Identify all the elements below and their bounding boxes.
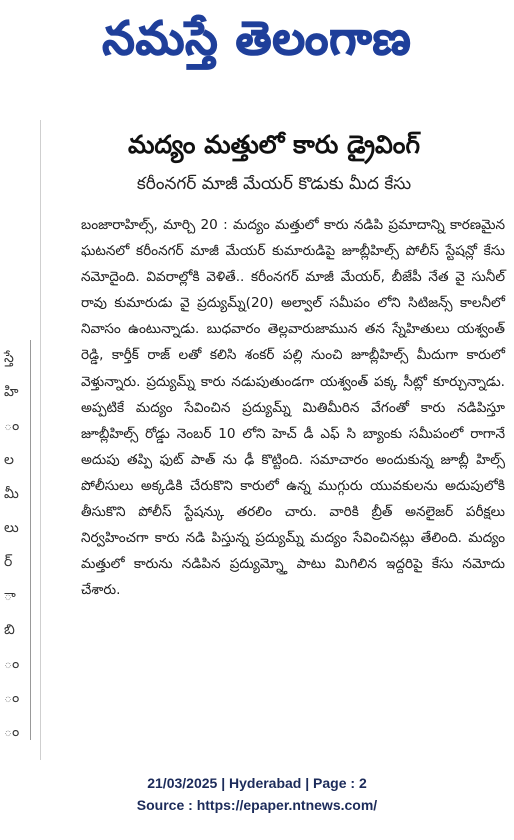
fragment-line: ర్ xyxy=(4,554,13,570)
article-headline: మద్యం మత్తులో కారు డ్రైవింగ్ xyxy=(127,130,421,159)
page-footer xyxy=(0,772,514,816)
news-article xyxy=(40,120,507,760)
source-link[interactable]: Source : https://epaper.ntnews.com/ xyxy=(136,797,378,813)
fragment-line: ా xyxy=(4,588,16,604)
edition-info: 21/03/2025 | Hyderabad | Page : 2 xyxy=(147,775,367,791)
fragment-line: హి xyxy=(4,384,19,400)
fragment-line: ం xyxy=(4,656,20,672)
fragment-line: ం xyxy=(4,690,20,706)
fragment-line: స్తే xyxy=(4,350,14,366)
fragment-line: ం xyxy=(4,724,20,740)
fragment-line: మీ xyxy=(4,486,19,502)
masthead-title: నమస్తే తెలంగాణ xyxy=(102,11,412,65)
adjacent-column-fragment xyxy=(0,340,31,740)
article-body: బంజారాహిల్స్, మార్చి 20 : మద్యం మత్తులో కారు నడిపి ప్రమాదాన్ని కారణమైన ఘటనలో కరీంనగర్ మాజీ మేయర్ కుమారుడిపై జూబ్లీహిల్స్ పోలీస్ స్టేషన్లో కేసు నమోదైంది. వివరాల్లోకి వెళితే.. కరీంనగర్ మాజీ మేయర్, బీజేపీ నేత వై సునీల్ రావు కుమారుడు వై ప్రద్యుమ్న్(20) అల్వాల్ సమీపం లోని సిటిజన్స్ కాలనీలో నివాసం ఉంటున్నాడు. బుధవారం తెల్లవారుజామున తన స్నేహితులు యశ్వంత్ రెడ్డి, కార్తీక్ రాజ్ లతో కలిసి శంకర్ పల్లి నుంచి జూబ్లీహిల్స్ మీదుగా కారులో వెళ్తున్నారు. ప్రద్యుమ్న్ కారు నడుపుతుండగా యశ్వంత్ పక్క సీట్లో కూర్చున్నాడు. అప్పటికే మద్యం సేవించిన ప్రద్యుమ్న్ మితిమీరిన వేగంతో కారు నడిపిస్తూ జూబ్లీహిల్స్ రోడ్డు నెంబర్ 10 లోని హెచ్ డీ ఎఫ్ సి బ్యాంకు సమీపంలో రాగానే అదుపు తప్పి ఫుట్ పాత్ ను ఢీ కొట్టింది. సమాచారం అందుకున్న జూబ్లీ హిల్స్ పోలీసులు అక్కడికి చేరుకొని కారులో ఉన్న ముగ్గురు యువకులను అదుపులోకి తీసుకొని పోలీస్ స్టేషన్కు తరలిం చారు. వారికి బ్రీత్ అనలైజర్ పరీక్షలు నిర్వహించగా కారు నడి పిస్తున్న ప్రద్యుమ్న్ మద్యం సేవించినట్లు తేలింది. మద్యం మత్తులో కారును నడిపిన ప్రద్యుమ్న్తో పాటు మిగిలిన ఇద్దరిపై కేసు నమోదు చేశారు. xyxy=(81,217,505,599)
fragment-line: బి xyxy=(4,622,15,638)
newspaper-masthead xyxy=(0,0,514,88)
fragment-line: ం xyxy=(4,418,20,434)
article-subhead: కరీంనగర్ మాజీ మేయర్ కొడుకు మీద కేసు xyxy=(136,174,412,194)
fragment-line: లు xyxy=(4,520,19,536)
fragment-line: ల xyxy=(4,452,14,468)
